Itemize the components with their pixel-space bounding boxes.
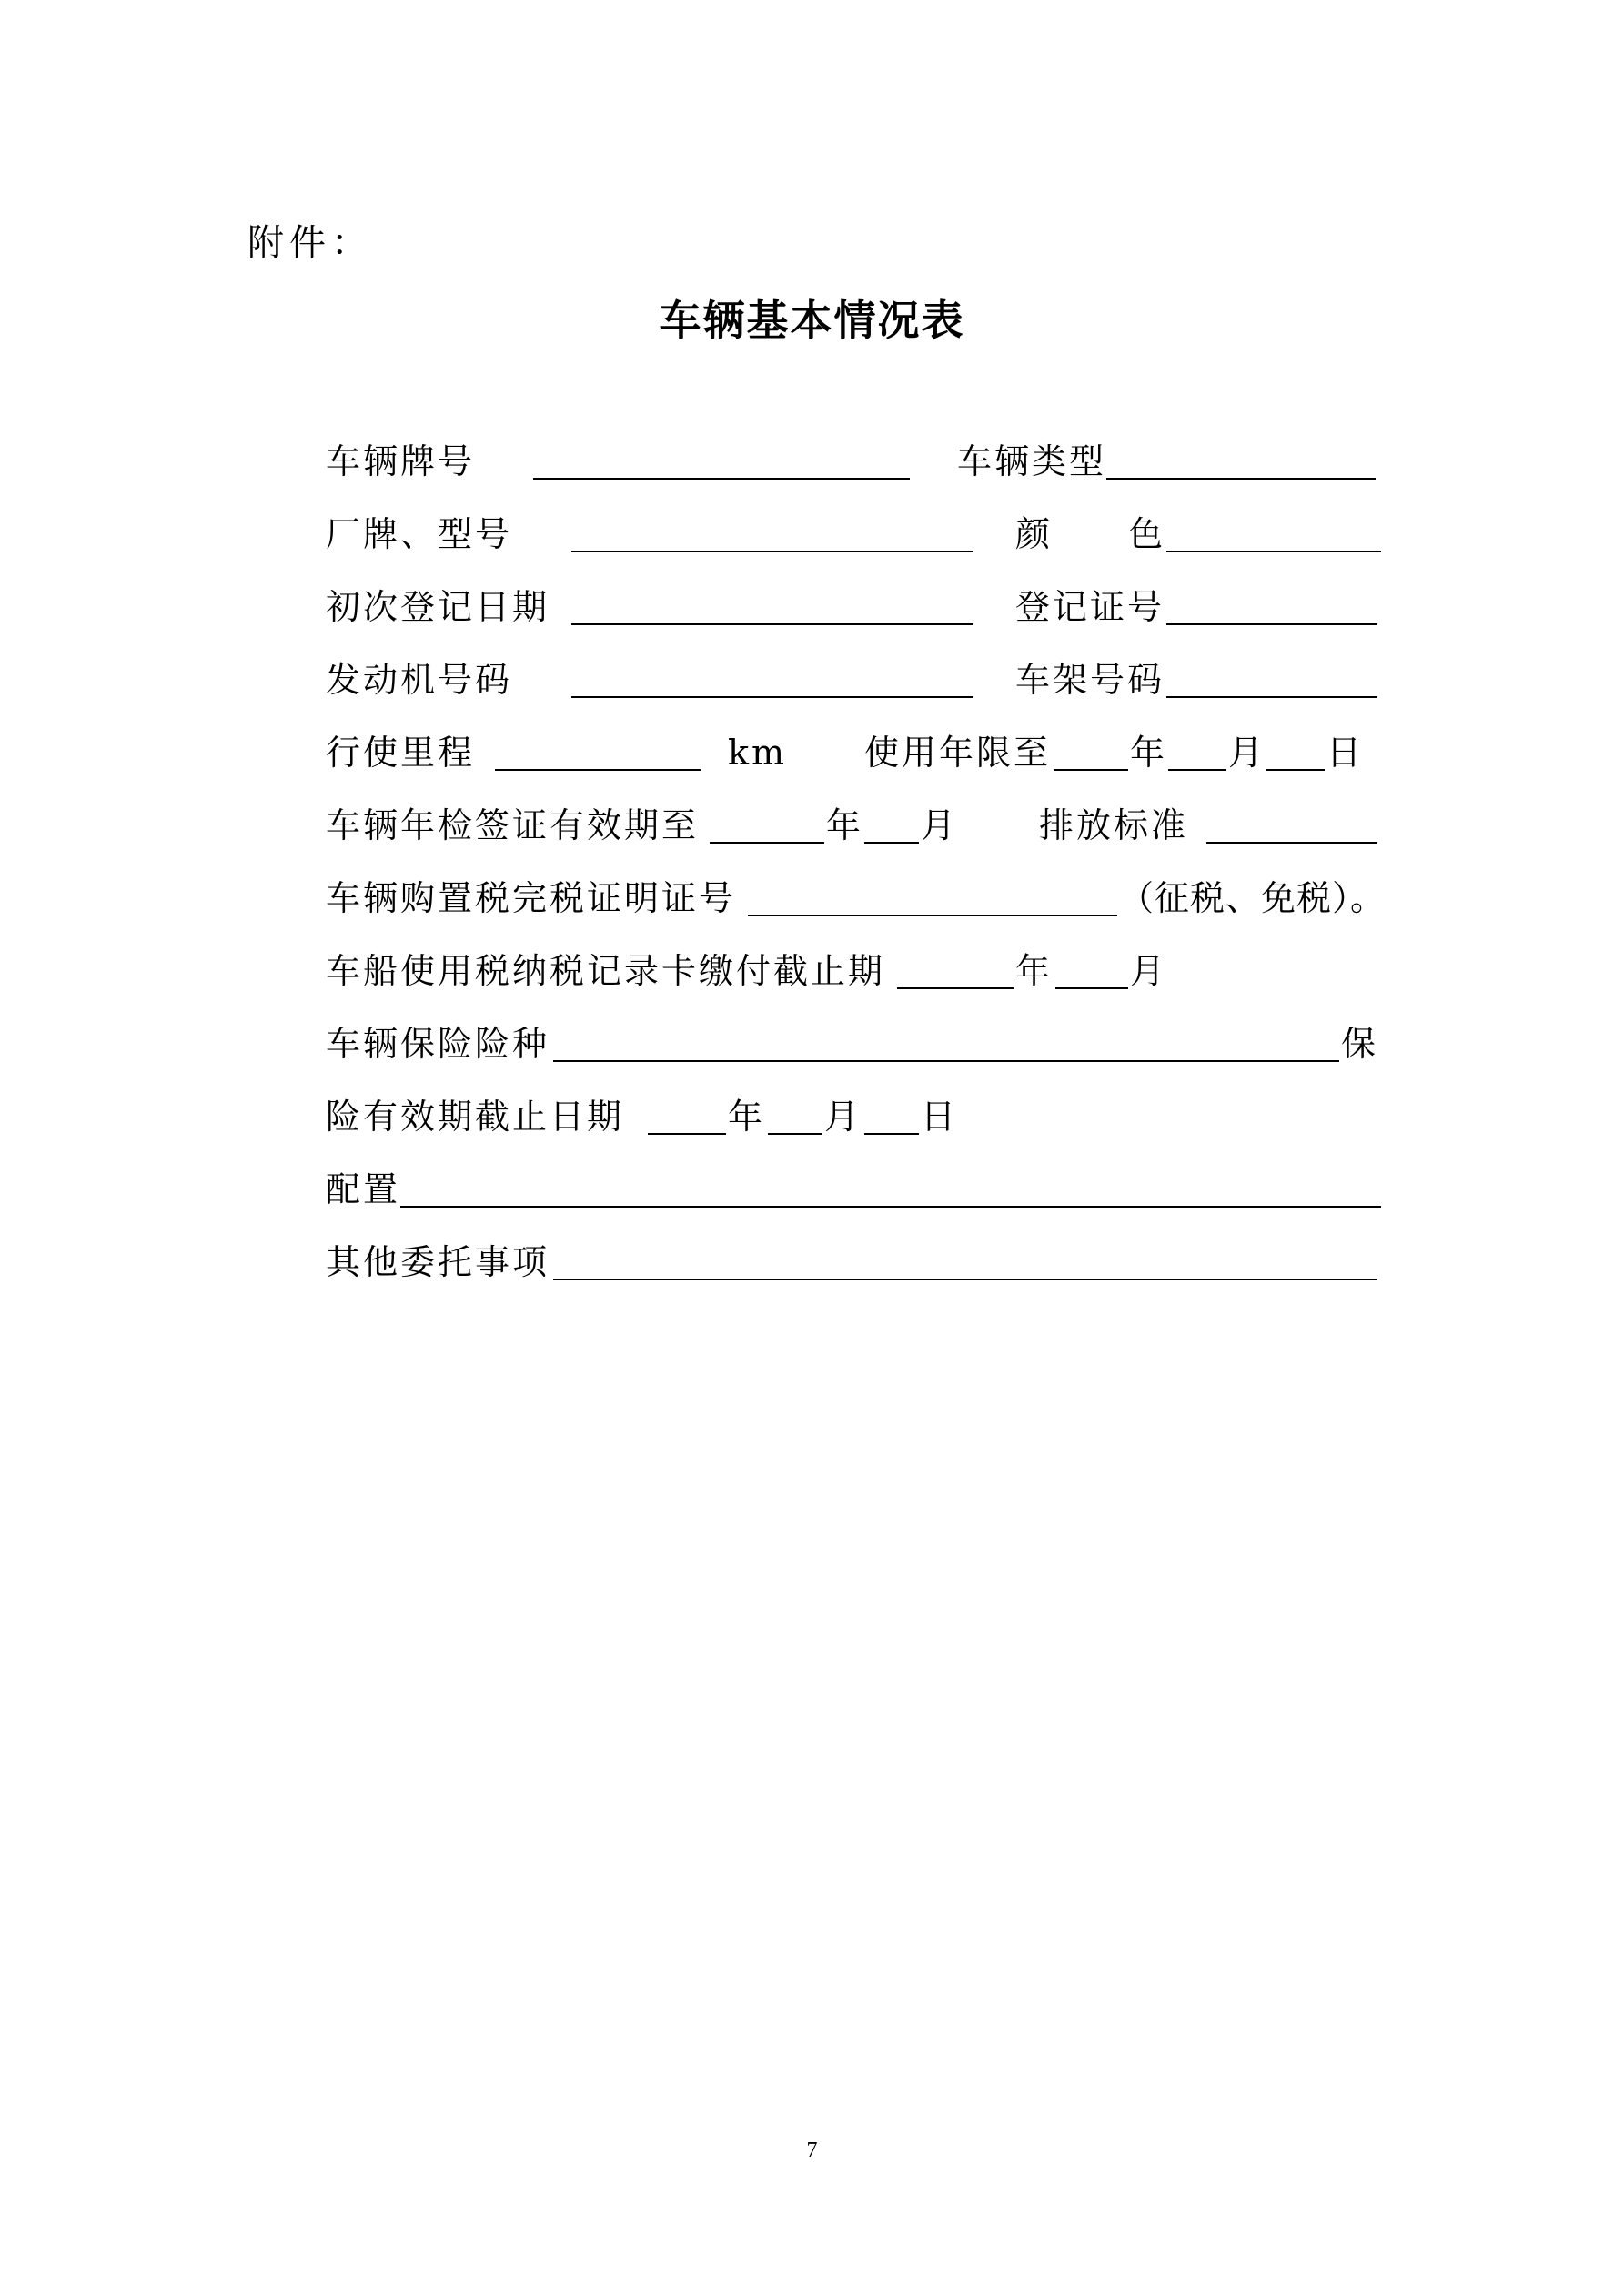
label-frame-number: 车架号码 bbox=[1015, 660, 1165, 700]
field-insurance-type[interactable] bbox=[553, 1060, 1339, 1062]
field-configuration[interactable] bbox=[400, 1206, 1381, 1208]
label-vessel-tax: 车船使用税纳税记录卡缴付截止期 bbox=[326, 951, 886, 991]
field-plate-number[interactable] bbox=[533, 478, 910, 480]
label-use-limit: 使用年限至 bbox=[864, 733, 1052, 773]
purchase-tax-note: （征税、免税）。 bbox=[1119, 878, 1387, 918]
row-config bbox=[326, 1162, 1381, 1217]
label-insurance-expiry: 险有效期截止日期 bbox=[326, 1097, 625, 1137]
label-emission-standard: 排放标准 bbox=[1039, 805, 1189, 845]
row-inspection bbox=[326, 798, 1381, 853]
field-use-limit-day[interactable] bbox=[1266, 769, 1325, 771]
row-engine-frame bbox=[326, 652, 1381, 707]
label-first-registration-date: 初次登记日期 bbox=[326, 587, 550, 627]
field-brand-model[interactable] bbox=[571, 551, 973, 552]
label-month: 月 bbox=[1228, 733, 1266, 773]
field-vessel-tax-month[interactable] bbox=[1055, 987, 1128, 989]
label-month: 月 bbox=[1130, 951, 1168, 991]
attachment-label: 附件： bbox=[247, 222, 373, 264]
label-configuration: 配置 bbox=[326, 1169, 401, 1209]
row-insurance bbox=[326, 1017, 1381, 1071]
label-year: 年 bbox=[728, 1097, 766, 1137]
label-year: 年 bbox=[1015, 951, 1054, 991]
label-mileage: 行使里程 bbox=[326, 733, 476, 773]
label-engine-number: 发动机号码 bbox=[326, 660, 513, 700]
row-insurance-expiry bbox=[326, 1089, 1381, 1144]
field-color[interactable] bbox=[1166, 551, 1381, 552]
unit-km: km bbox=[728, 733, 788, 773]
label-year: 年 bbox=[826, 805, 864, 845]
row-first-reg bbox=[326, 580, 1381, 634]
field-insurance-expiry-month[interactable] bbox=[768, 1133, 822, 1135]
label-month: 月 bbox=[921, 805, 959, 845]
row-vessel-tax bbox=[326, 944, 1381, 998]
field-inspection-month[interactable] bbox=[864, 842, 919, 844]
field-purchase-tax-cert[interactable] bbox=[748, 915, 1117, 916]
label-vehicle-type: 车辆类型 bbox=[957, 441, 1107, 481]
label-day: 日 bbox=[921, 1097, 959, 1137]
label-inspection-valid: 车辆年检签证有效期至 bbox=[326, 805, 700, 845]
label-plate-number: 车辆牌号 bbox=[326, 441, 476, 481]
label-purchase-tax-cert: 车辆购置税完税证明证号 bbox=[326, 878, 737, 918]
form-title: 车辆基本情况表 bbox=[659, 296, 965, 345]
field-use-limit-month[interactable] bbox=[1168, 769, 1226, 771]
label-color-a: 颜 bbox=[1015, 514, 1054, 554]
label-day: 日 bbox=[1326, 733, 1365, 773]
field-frame-number[interactable] bbox=[1166, 696, 1377, 698]
label-year: 年 bbox=[1130, 733, 1168, 773]
field-engine-number[interactable] bbox=[571, 696, 973, 698]
row-plate-type bbox=[326, 434, 1381, 489]
label-registration-cert: 登记证号 bbox=[1015, 587, 1165, 627]
label-brand-model: 厂牌、型号 bbox=[326, 514, 513, 554]
row-mileage bbox=[326, 725, 1381, 780]
row-purchase-tax bbox=[326, 871, 1387, 925]
page-number: 7 bbox=[806, 2139, 818, 2162]
label-month: 月 bbox=[824, 1097, 862, 1137]
field-inspection-year[interactable] bbox=[710, 842, 824, 844]
label-color-b: 色 bbox=[1128, 514, 1166, 554]
field-mileage[interactable] bbox=[495, 769, 701, 771]
label-insurance-type: 车辆保险险种 bbox=[326, 1024, 550, 1064]
field-insurance-expiry-year[interactable] bbox=[648, 1133, 726, 1135]
row-brand-color bbox=[326, 507, 1381, 561]
field-first-registration-date[interactable] bbox=[571, 623, 973, 625]
row-other bbox=[326, 1235, 1381, 1290]
label-other-matters: 其他委托事项 bbox=[326, 1242, 550, 1282]
field-vehicle-type[interactable] bbox=[1106, 478, 1376, 480]
field-other-matters[interactable] bbox=[553, 1279, 1377, 1280]
field-insurance-expiry-day[interactable] bbox=[864, 1133, 919, 1135]
field-emission-standard[interactable] bbox=[1206, 842, 1377, 844]
field-registration-cert[interactable] bbox=[1166, 623, 1377, 625]
label-bao: 保 bbox=[1341, 1024, 1379, 1064]
field-use-limit-year[interactable] bbox=[1054, 769, 1128, 771]
field-vessel-tax-year[interactable] bbox=[897, 987, 1014, 989]
